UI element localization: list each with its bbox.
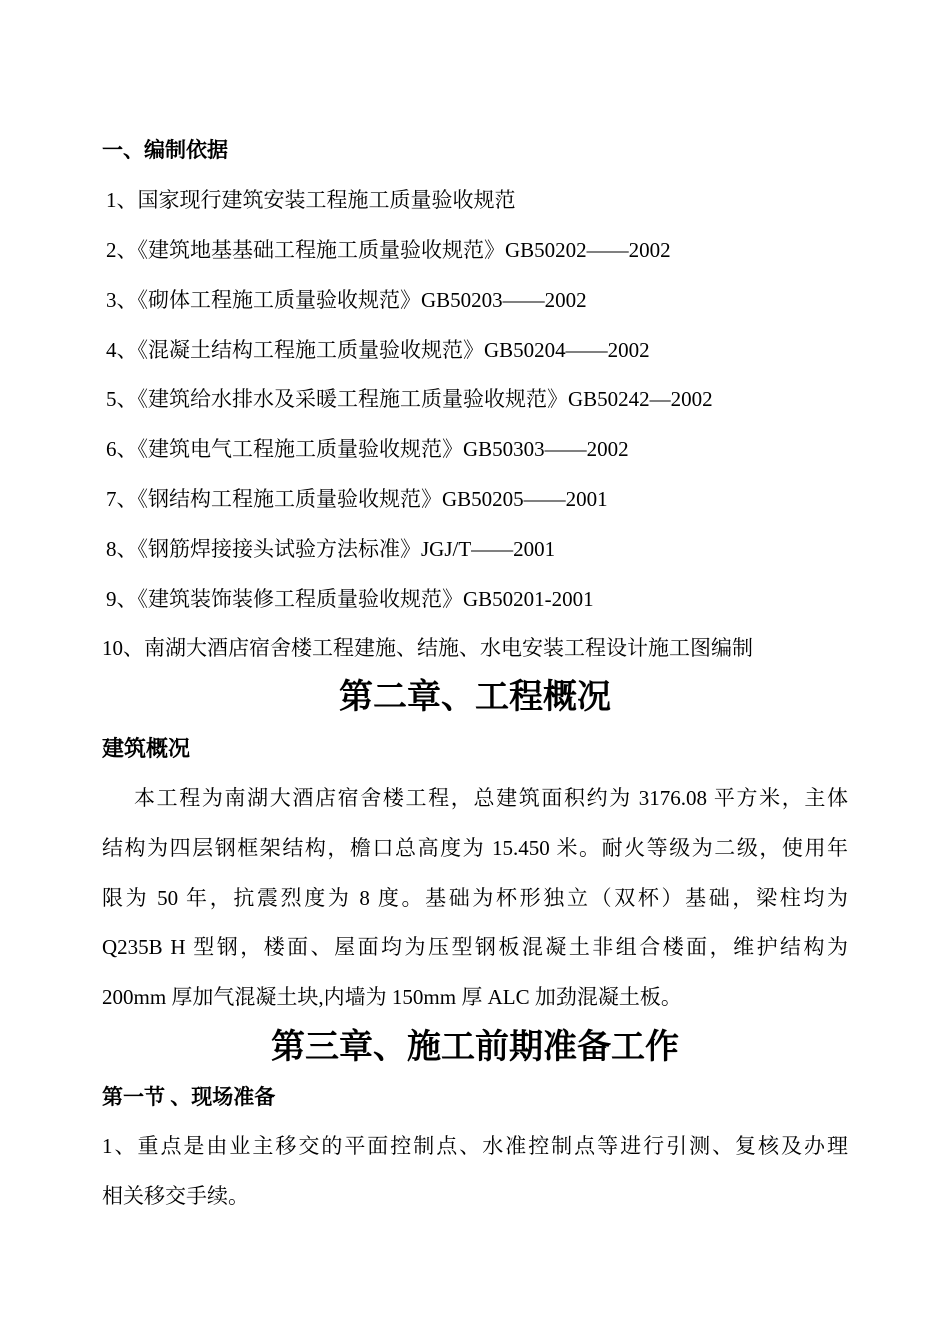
basis-item-2: 2、《建筑地基基础工程施工质量验收规范》GB50202——2002: [106, 238, 671, 262]
basis-item-4: 4、《混凝土结构工程施工质量验收规范》GB50204——2002: [106, 338, 650, 362]
basis-item-10: 10、南湖大酒店宿舍楼工程建施、结施、水电安装工程设计施工图编制: [102, 636, 753, 660]
basis-item-7: 7、《钢结构工程施工质量验收规范》GB50205——2001: [106, 487, 608, 511]
chapter-3-paragraph-line: 1、重点是由业主移交的平面控制点、水准控制点等进行引测、复核及办理: [102, 1134, 848, 1158]
basis-item-8: 8、《钢筋焊接接头试验方法标准》JGJ/T——2001: [106, 537, 556, 561]
chapter-3-section-1-title: 第一节 、现场准备: [102, 1085, 276, 1109]
chapter-2-paragraph-line: 200mm 厚加气混凝土块,内墙为 150mm 厚 ALC 加劲混凝土板。: [102, 985, 682, 1009]
basis-item-6: 6、《建筑电气工程施工质量验收规范》GB50303——2002: [106, 437, 629, 461]
chapter-2-paragraph-line: Q235B H 型钢，楼面、屋面均为压型钢板混凝土非组合楼面，维护结构为: [102, 935, 848, 959]
basis-item-5: 5、《建筑给水排水及采暖工程施工质量验收规范》GB50242—2002: [106, 387, 713, 411]
chapter-2-title: 第二章、工程概况: [339, 679, 611, 716]
basis-item-1: 1、国家现行建筑安装工程施工质量验收规范: [106, 188, 516, 212]
chapter-2-subtitle: 建筑概况: [102, 736, 191, 761]
chapter-3-title: 第三章、施工前期准备工作: [271, 1029, 679, 1066]
chapter-2-paragraph-line: 限为 50 年，抗震烈度为 8 度。基础为杯形独立（双杯）基础，梁柱均为: [102, 886, 848, 910]
basis-item-3: 3、《砌体工程施工质量验收规范》GB50203——2002: [106, 288, 587, 312]
chapter-2-paragraph-line: 本工程为南湖大酒店宿舍楼工程，总建筑面积约为 3176.08 平方米，主体: [134, 786, 848, 810]
section-title-compilation-basis: 一、编制依据: [102, 138, 228, 162]
chapter-2-paragraph-line: 结构为四层钢框架结构，檐口总高度为 15.450 米。耐火等级为二级，使用年: [102, 836, 848, 860]
basis-item-9: 9、《建筑装饰装修工程质量验收规范》GB50201-2001: [106, 587, 594, 611]
chapter-3-paragraph-line: 相关移交手续。: [102, 1184, 249, 1208]
